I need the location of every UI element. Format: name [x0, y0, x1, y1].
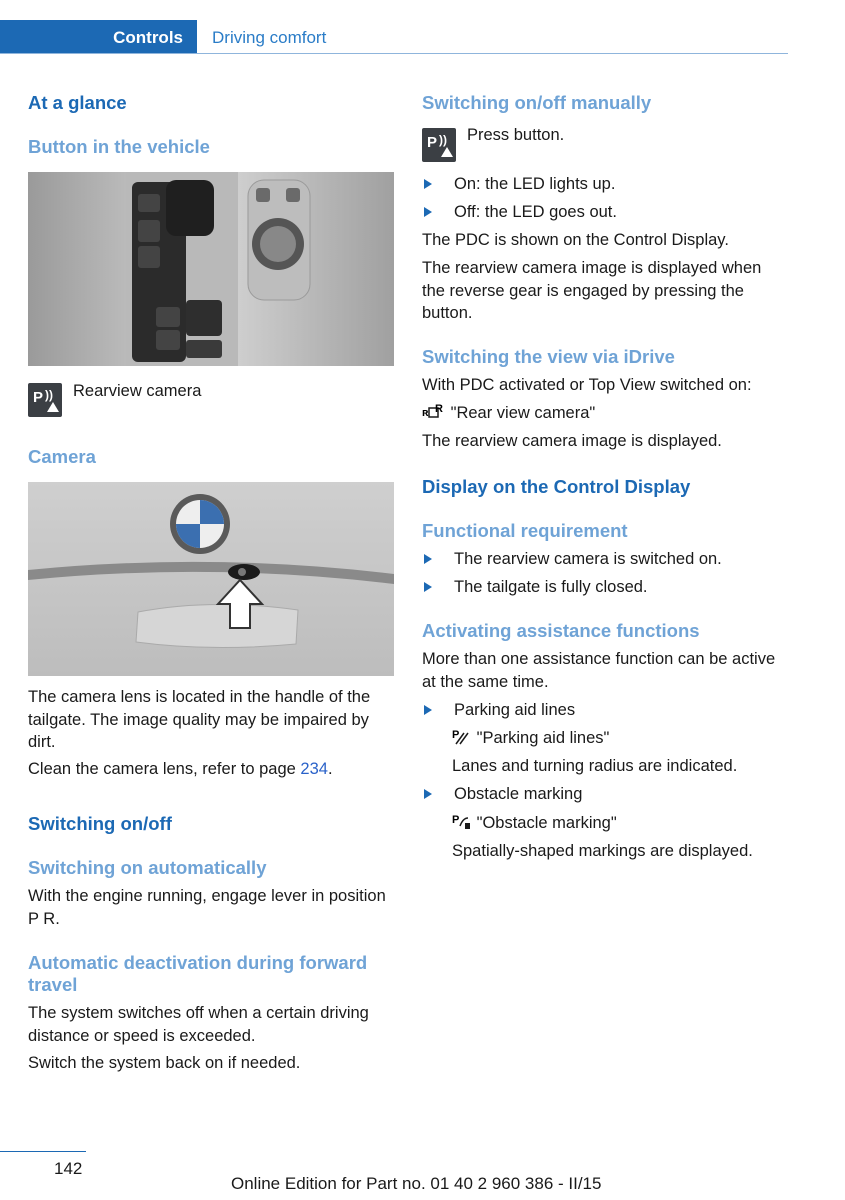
obstacle-desc-text: Spatially-shaped markings are displayed. — [452, 842, 753, 860]
svg-text:P: P — [452, 814, 460, 826]
tailgate-camera-photo — [28, 482, 394, 676]
clean-lens-text — [28, 758, 394, 781]
clean-lens-prefix: Clean the camera lens, refer to page — [28, 760, 301, 778]
svg-text:P: P — [452, 729, 460, 741]
heading-switching-on-automatically: Switching on automatically — [28, 857, 267, 878]
obstacle-menu-text: "Obstacle marking" — [476, 814, 617, 832]
deactivation-text: The system switches off when a certain driving distance or speed is exceeded. — [28, 1004, 369, 1045]
parking-menu-text: "Parking aid lines" — [476, 729, 610, 747]
header-section-label: Controls — [113, 28, 183, 47]
svg-text:ʀ: ʀ — [422, 407, 429, 419]
rearview-displayed-text: The rearview camera image is displayed when the reverse gear is engaged by pressing the button. — [422, 259, 762, 322]
svg-text:R: R — [435, 403, 443, 415]
bullet-triangle-icon — [424, 705, 432, 715]
idrive-menu-text: "Rear view camera" — [450, 404, 596, 422]
console-photo — [28, 172, 394, 366]
idrive-menu-line — [422, 402, 788, 425]
press-button-text: Press button. — [467, 126, 565, 144]
rearview-camera-label: Rearview camera — [73, 382, 202, 400]
page-234-link[interactable]: 234 — [300, 760, 328, 778]
bullet-text: Parking aid lines — [454, 701, 576, 719]
heading-display-control-display: Display on the Control Display — [422, 476, 691, 497]
heading-at-a-glance: At a glance — [28, 92, 127, 113]
bullet-triangle-icon — [424, 207, 432, 217]
bullet-triangle-icon — [424, 179, 432, 189]
bullet-text: Obstacle marking — [454, 785, 583, 803]
heading-switching-view-idrive: Switching the view via iDrive — [422, 346, 675, 367]
obstacle-marking-icon — [452, 812, 472, 830]
auto-switch-text: With the engine running, engage lever in position P R. — [28, 887, 386, 928]
heading-switching-on-off: Switching on/off — [28, 813, 172, 834]
switch-back-on-text: Switch the system back on if needed. — [28, 1054, 301, 1072]
heading-button-in-vehicle: Button in the vehicle — [28, 136, 210, 157]
bullet-text: The rearview camera is switched on. — [454, 550, 722, 568]
bullet-text: On: the LED lights up. — [454, 175, 616, 193]
assistance-text: More than one assistance function can be active at the same time. — [422, 650, 776, 691]
idrive-condition-text: With PDC activated or Top View switched on: — [422, 376, 752, 394]
page-number: 142 — [54, 1159, 83, 1178]
heading-switching-manually: Switching on/off manually — [422, 92, 652, 113]
parking-desc-text: Lanes and turning radius are indicated. — [452, 757, 738, 775]
bullet-text: Off: the LED goes out. — [454, 203, 617, 221]
heading-automatic-deactivation: Automatic deactivation during forward travel — [28, 952, 368, 995]
idrive-result-text: The rearview camera image is displayed. — [422, 432, 722, 450]
bullet-triangle-icon — [424, 582, 432, 592]
pdc-button-icon-manual: P )) — [422, 128, 456, 162]
header-subsection: Driving comfort — [212, 28, 327, 47]
heading-activating-assistance: Activating assistance functions — [422, 620, 700, 641]
heading-functional-requirement: Functional requirement — [422, 520, 628, 541]
pdc-button-icon: P )) — [28, 383, 62, 417]
camera-lens-text: The camera lens is located in the handle of the tailgate. The image quality may be impaired by dirt. — [28, 688, 371, 751]
bullet-triangle-icon — [424, 554, 432, 564]
bullet-triangle-icon — [424, 789, 432, 799]
clean-lens-suffix: . — [327, 760, 333, 778]
footer-divider — [0, 1151, 86, 1152]
obstacle-menu-line — [452, 812, 788, 835]
bullet-text: The tailgate is fully closed. — [454, 578, 648, 596]
footer-edition: Online Edition for Part no. 01 40 2 960 386 - II/15 — [231, 1174, 602, 1193]
header-section-tab — [0, 20, 197, 54]
heading-camera: Camera — [28, 446, 96, 467]
rear-camera-menu-icon — [422, 402, 446, 420]
parking-aid-lines-icon — [452, 727, 472, 745]
pdc-shown-text: The PDC is shown on the Control Display. — [422, 231, 729, 249]
header-divider — [0, 53, 788, 54]
parking-menu-line — [452, 727, 788, 750]
